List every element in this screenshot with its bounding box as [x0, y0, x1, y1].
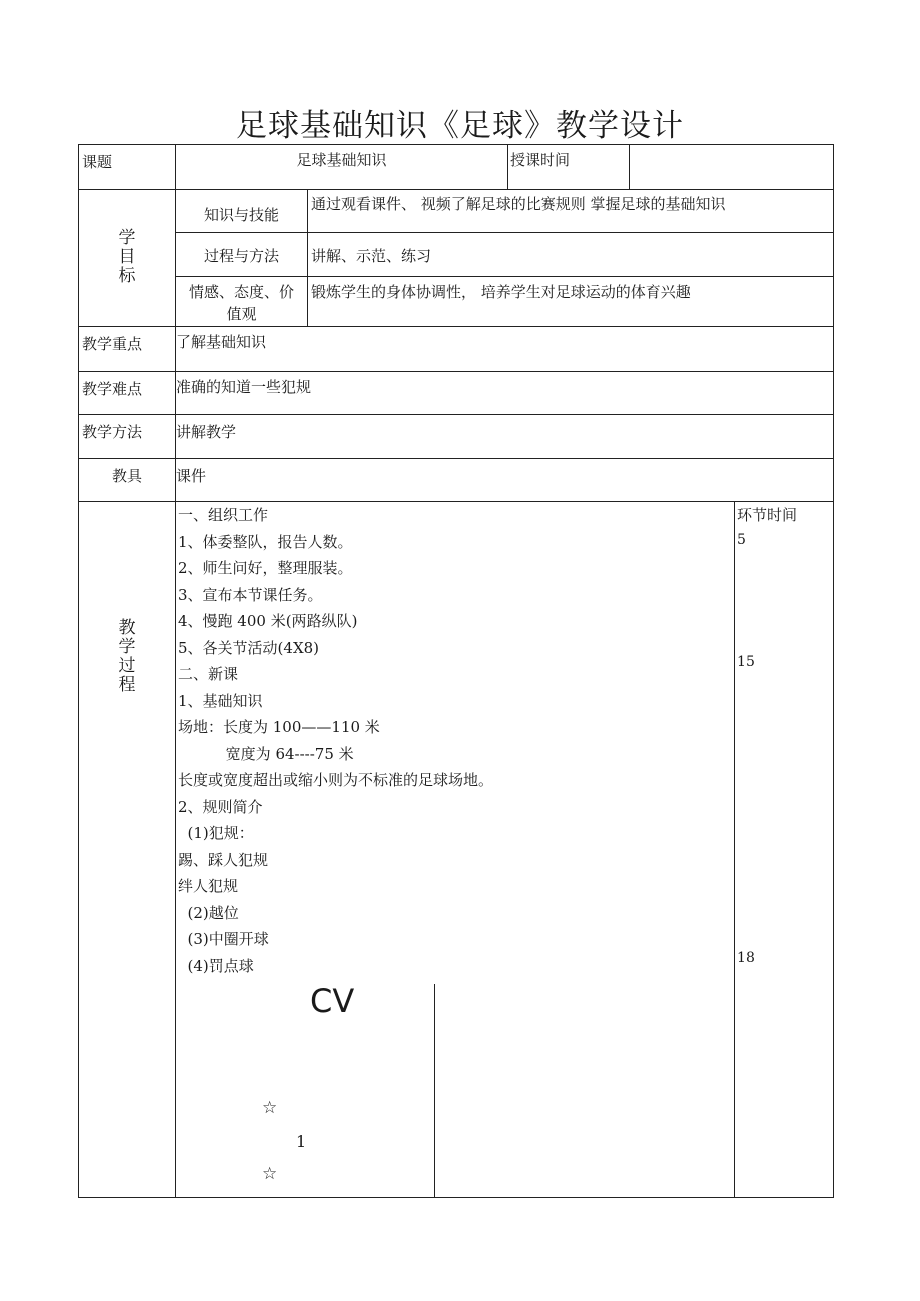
- info-value: 了解基础知识: [176, 327, 834, 372]
- time-column: [735, 502, 834, 1198]
- info-row: [79, 459, 834, 502]
- objective-row: [79, 277, 834, 327]
- process-line: 二、新课: [178, 665, 239, 683]
- process-line: 踢、踩人犯规: [178, 850, 269, 869]
- process-line: 2、师生问好，整理服装。: [178, 559, 353, 577]
- figure-label: CV: [310, 982, 355, 1020]
- time-value: [630, 145, 834, 190]
- process-lines: [176, 502, 734, 979]
- process-line: 4、慢跑 400 米(两路纵队): [178, 612, 358, 630]
- process-line: 绊人犯规: [178, 877, 239, 895]
- document-title: 足球基础知识《足球》教学设计: [236, 108, 684, 144]
- star-icon: ☆: [262, 1098, 278, 1118]
- objectives-label-char: 学: [118, 227, 136, 248]
- info-value: 准确的知道一些犯规: [176, 372, 834, 415]
- objectives-label-char: 目: [118, 246, 136, 267]
- info-row: [79, 327, 834, 372]
- process-label-char: 程: [118, 675, 136, 695]
- process-content: [176, 502, 735, 1198]
- figure-number: 1: [296, 1132, 307, 1151]
- time-value: 15: [737, 654, 755, 670]
- info-label: 教学重点: [79, 327, 176, 372]
- info-value: 讲解教学: [176, 415, 834, 459]
- process-label-char: 学: [118, 637, 136, 657]
- process-label-cell: [79, 502, 176, 1198]
- process-line: 1、体委整队，报告人数。: [178, 532, 353, 551]
- objective-row: [79, 190, 834, 233]
- info-label: 教学难点: [79, 372, 176, 415]
- process-line: (1)犯规：: [178, 824, 254, 842]
- process-line: 一、组织工作: [178, 506, 269, 524]
- time-label: 授课时间: [508, 145, 630, 190]
- process-row: [79, 502, 834, 1198]
- info-value: 课件: [176, 459, 834, 502]
- topic-value: 足球基础知识: [176, 145, 508, 190]
- topic-row: [79, 145, 834, 190]
- process-line: (3)中圈开球: [178, 930, 269, 948]
- process-line: 5、各关节活动(4X8): [178, 638, 320, 657]
- objective-label: 过程与方法: [176, 233, 308, 277]
- objective-label: 知识与技能: [176, 190, 308, 233]
- process-label-char: 教: [118, 618, 136, 638]
- info-row: [79, 415, 834, 459]
- info-label: 教具: [79, 459, 176, 502]
- objective-value: 讲解、示范、练习: [308, 233, 834, 277]
- time-header: 环节时间: [737, 506, 798, 524]
- process-line: 1、基础知识: [178, 691, 263, 710]
- figure-divider: [434, 984, 435, 1198]
- info-row: [79, 372, 834, 415]
- objective-label: 情感、态度、价值观: [176, 277, 308, 327]
- objective-value: 通过观看课件、 视频了解足球的比赛规则 掌握足球的基础知识: [308, 190, 834, 233]
- objectives-label-char: 标: [118, 265, 136, 286]
- objective-value: 锻炼学生的身体协调性， 培养学生对足球运动的体育兴趣: [308, 277, 834, 327]
- process-line: 2、规则简介: [178, 797, 263, 816]
- process-line: 长度或宽度超出或缩小则为不标准的足球场地。: [178, 771, 494, 789]
- process-line: 3、宣布本节课任务。: [178, 585, 323, 604]
- process-label: [79, 502, 175, 812]
- process-line: (4)罚点球: [178, 956, 254, 975]
- process-line: 宽度为 64----75 米: [178, 744, 354, 763]
- process-label-char: 过: [118, 656, 136, 676]
- process-line: 场地：长度为 100——110 米: [178, 718, 380, 736]
- time-value: 5: [737, 532, 746, 548]
- process-line: (2)越位: [178, 903, 239, 922]
- objectives-label-cell: [79, 190, 176, 327]
- info-label: 教学方法: [79, 415, 176, 459]
- topic-label: 课题: [79, 145, 176, 190]
- objective-row: [79, 233, 834, 277]
- lesson-plan-table: [78, 144, 834, 1198]
- objectives-label: [79, 190, 175, 324]
- star-icon: ☆: [262, 1164, 278, 1184]
- time-value: 18: [737, 950, 755, 966]
